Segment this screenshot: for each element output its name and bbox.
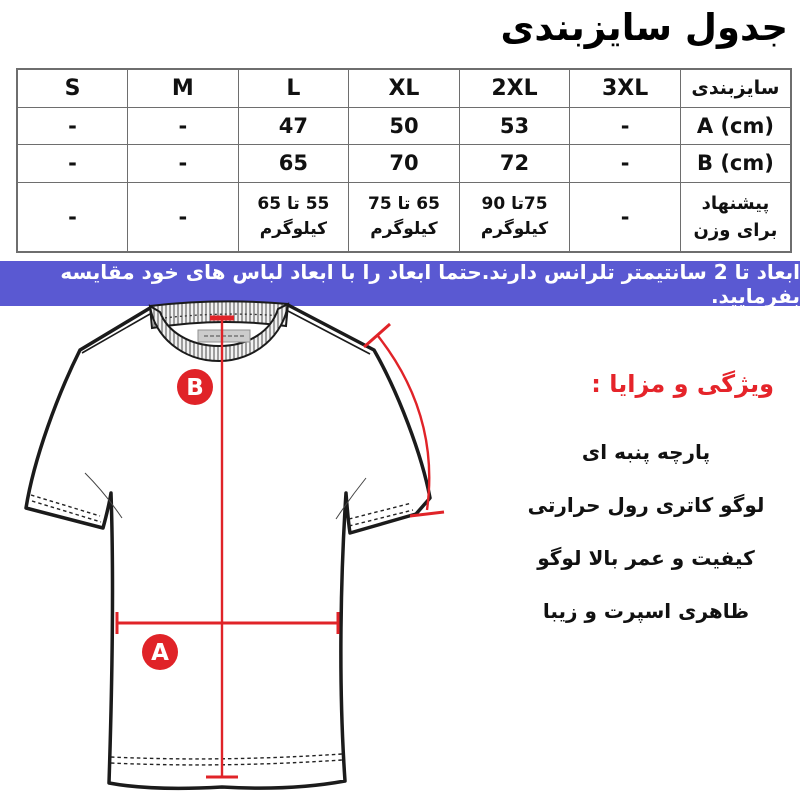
col-header-s: S bbox=[17, 69, 128, 107]
col-header-sizing: سایزبندی bbox=[680, 69, 791, 107]
table-row-a bbox=[17, 107, 791, 144]
cell-a-3xl: - bbox=[570, 107, 681, 144]
size-table bbox=[16, 68, 792, 253]
feature-item-appearance: ظاهری اسپرت و زیبا bbox=[542, 599, 750, 623]
cell-a-l: 47 bbox=[238, 107, 349, 144]
col-header-l: L bbox=[238, 69, 349, 107]
features-heading: ویژگی و مزایا : bbox=[591, 370, 774, 398]
col-header-3xl: 3XL bbox=[570, 69, 681, 107]
cell-w-s: - bbox=[17, 182, 128, 252]
cell-b-m: - bbox=[128, 144, 239, 182]
cell-w-m: - bbox=[128, 182, 239, 252]
cell-a-2xl: 53 bbox=[459, 107, 570, 144]
size-table-header-row bbox=[17, 69, 791, 107]
features-list bbox=[500, 441, 792, 653]
row-label-weight: پیشنهاد برای وزن bbox=[680, 182, 791, 252]
cell-a-s: - bbox=[17, 107, 128, 144]
cell-b-xl: 70 bbox=[349, 144, 460, 182]
feature-item-quality: کیفیت و عمر بالا لوگو bbox=[537, 546, 755, 570]
row-label-b: B (cm) bbox=[680, 144, 791, 182]
cell-a-m: - bbox=[128, 107, 239, 144]
page-title: جدول سایزبندی bbox=[500, 6, 788, 49]
marker-a-label: A bbox=[151, 640, 169, 666]
table-row-weight bbox=[17, 182, 791, 252]
cell-b-s: - bbox=[17, 144, 128, 182]
col-header-m: M bbox=[128, 69, 239, 107]
tshirt-drawing bbox=[0, 300, 480, 800]
tolerance-notice-text: ابعاد تا 2 سانتیمتر تلرانس دارند.حتما ابعاد را با ابعاد لباس های خود مقایسه بفرمایید. bbox=[60, 259, 800, 308]
cell-b-3xl: - bbox=[570, 144, 681, 182]
tshirt-outline bbox=[26, 303, 430, 788]
feature-item-fabric: پارچه پنبه ای bbox=[581, 440, 711, 464]
cell-b-2xl: 72 bbox=[459, 144, 570, 182]
cell-w-2xl: 75تا 90 کیلوگرم bbox=[459, 182, 570, 252]
col-header-2xl: 2XL bbox=[459, 69, 570, 107]
cell-w-3xl: - bbox=[570, 182, 681, 252]
feature-item-logo-type: لوگو کاتری رول حرارتی bbox=[527, 493, 765, 517]
col-header-xl: XL bbox=[349, 69, 460, 107]
marker-b-label: B bbox=[186, 375, 204, 401]
cell-a-xl: 50 bbox=[349, 107, 460, 144]
table-row-b bbox=[17, 144, 791, 182]
cell-w-xl: 65 تا 75 کیلوگرم bbox=[349, 182, 460, 252]
cell-w-l: 55 تا 65 کیلوگرم bbox=[238, 182, 349, 252]
tshirt-measurement-diagram bbox=[0, 300, 480, 800]
row-label-a: A (cm) bbox=[680, 107, 791, 144]
measure-sleeve-top-tick bbox=[364, 324, 390, 347]
cell-b-l: 65 bbox=[238, 144, 349, 182]
